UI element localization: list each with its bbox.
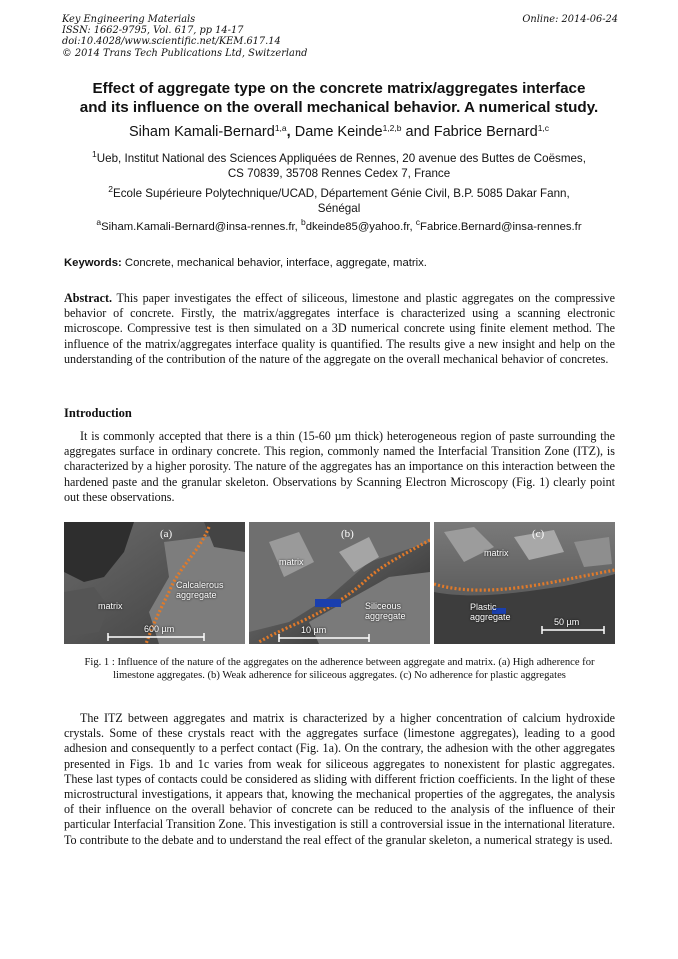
- affiliation-2: [40, 186, 638, 216]
- issn-line: ISSN: 1662-9795, Vol. 617, pp 14-17: [62, 25, 244, 37]
- aff1-line-2: CS 70839, 35708 Rennes Cedex 7, France: [227, 167, 451, 180]
- journal-header: [62, 14, 618, 59]
- aff1-line-1: Ueb, Institut National des Sciences Appliquées de Rennes, 20 avenue des Buttes de Coësmes,: [96, 152, 586, 165]
- aff1-sup: 1: [92, 149, 97, 159]
- panel-a-letter: (a): [160, 528, 173, 540]
- aff2-line-1: Ecole Supérieure Polytechnique/UCAD, Département Génie Civil, B.P. 5085 Dakar Fann,: [113, 187, 570, 200]
- panel-c-matrix-label: matrix: [484, 548, 509, 558]
- figure-1: [64, 522, 615, 644]
- keywords-text: Concrete, mechanical behavior, interface, aggregate, matrix.: [121, 257, 427, 269]
- aff2-sup: 2: [108, 184, 114, 194]
- panel-b-scale-label: 10 µm: [301, 625, 327, 635]
- sem-image-b: [249, 522, 430, 644]
- author-sep-1: ,: [286, 124, 295, 140]
- author-2-sup: 1,2,b: [382, 123, 402, 133]
- panel-b-aggregate-label: Siliceous aggregate: [365, 601, 406, 621]
- intro-paragraph-2: The ITZ between aggregates and matrix is characterized by a higher concentration of calcium hydroxide crystals. Some of these crystals react with the aggregates surface (limestone aggregates), leading to a good adhesion and consequently to a perfect contact (Fig. 1a). On the contrary, the adhesion with the other aggregates presented in Figs. 1b and 1c varies from weak for siliceous aggregates to nonexistent for plastic aggregates. These last types of contacts could be considered as sliding with different friction coefficients. In the light of these microstructural investigations, it appears that, knowing the mechanical properties of the aggregates, the analysis of their influence on the overall behavior of concrete can be reduced to the analysis of the influence of their particular Interfacial Transition Zone. This investigation is still a controversial issue in the international literature. To contribute to the debate and to understand the real effect of the granular skeleton, a numerical strategy is used.: [64, 711, 615, 847]
- panel-c-scale-label: 50 µm: [554, 617, 580, 627]
- title-line-2: and its influence on the overall mechanical behavior. A numerical study.: [79, 98, 599, 116]
- title-line-1: Effect of aggregate type on the concrete matrix/aggregates interface: [92, 80, 586, 97]
- email-list: [20, 217, 658, 235]
- online-date: Online: 2014-06-24: [522, 14, 618, 25]
- section-heading-introduction: Introduction: [64, 406, 132, 420]
- email-b: dkeinde85@yahoo.fr,: [305, 221, 416, 233]
- author-2: Dame Keinde: [294, 124, 383, 140]
- figure-panel-a: [64, 522, 245, 644]
- email-a-sup: a: [96, 217, 102, 227]
- author-1: Siham Kamali-Bernard: [128, 124, 275, 140]
- figure-panel-c: [434, 522, 615, 644]
- panel-a-scale-label: 600 µm: [144, 624, 175, 634]
- panel-b-matrix-label: matrix: [279, 557, 304, 567]
- blue-annotation-b: [315, 599, 341, 607]
- journal-name: Key Engineering Materials: [62, 14, 196, 25]
- abstract: [64, 291, 615, 367]
- author-list: [20, 124, 658, 141]
- panel-c-letter: (c): [532, 528, 545, 540]
- intro-paragraph-1: It is commonly accepted that there is a thin (15-60 µm thick) heterogeneous region of paste surrounding the aggregates surface in ordinary concrete. This region, commonly named the Interfacial Transition Zone (ITZ), is characterized by a higher porosity. The nature of the aggregates has an importance on this interaction between the hardened paste and the granular skeleton. Observations by Scanning Electron Microscopy (Fig. 1) clearly point out these observations.: [64, 429, 615, 504]
- doi-line: doi:10.4028/www.scientific.net/KEM.617.14: [62, 36, 281, 48]
- abstract-label: Abstract.: [64, 291, 113, 305]
- author-3: Fabrice Bernard: [433, 124, 538, 140]
- affiliation-1: [40, 151, 638, 181]
- panel-c-aggregate-label: Plastic aggregate: [470, 602, 511, 622]
- email-b-sup: b: [300, 217, 306, 227]
- email-c: Fabrice.Bernard@insa-rennes.fr: [420, 221, 582, 233]
- panel-a-matrix-label: matrix: [98, 601, 123, 611]
- aff2-line-2: Sénégal: [317, 202, 361, 215]
- figure-panel-b: [249, 522, 430, 644]
- figure-1-caption: Fig. 1 : Influence of the nature of the aggregates on the adherence between aggregate and matrix. (a) High adherence for limestone aggregates. (b) Weak adherence for siliceous aggregates. (c) No adherence for plastic aggregates: [84, 657, 595, 682]
- sem-image-c: [434, 522, 615, 644]
- copyright-line: © 2014 Trans Tech Publications Ltd, Switzerland: [62, 47, 308, 59]
- paper-title: [40, 80, 638, 117]
- email-c-sup: c: [415, 217, 421, 227]
- email-a: Siham.Kamali-Bernard@insa-rennes.fr,: [101, 221, 301, 233]
- author-sep-2: and: [401, 124, 434, 140]
- panel-a-aggregate-label: Calcalerous aggregate: [176, 580, 224, 600]
- abstract-text: This paper investigates the effect of siliceous, limestone and plastic aggregates on the compressive behavior of concrete. Firstly, the matrix/aggregates interface is characterized using a scanning electronic microscope. Compressive test is then simulated on a 3D numerical concrete using finite element method. The influence of the matrix/aggregates interface quality is quantified. The results give a new insight and help on the understanding of the contribution of the nature of the aggregate on the overall mechanical behavior of concretes.: [64, 291, 615, 366]
- author-1-sup: 1,a: [274, 123, 287, 133]
- author-3-sup: 1,c: [537, 123, 550, 133]
- keywords: [64, 256, 624, 271]
- panel-b-letter: (b): [341, 528, 354, 540]
- keywords-label: Keywords:: [64, 257, 122, 269]
